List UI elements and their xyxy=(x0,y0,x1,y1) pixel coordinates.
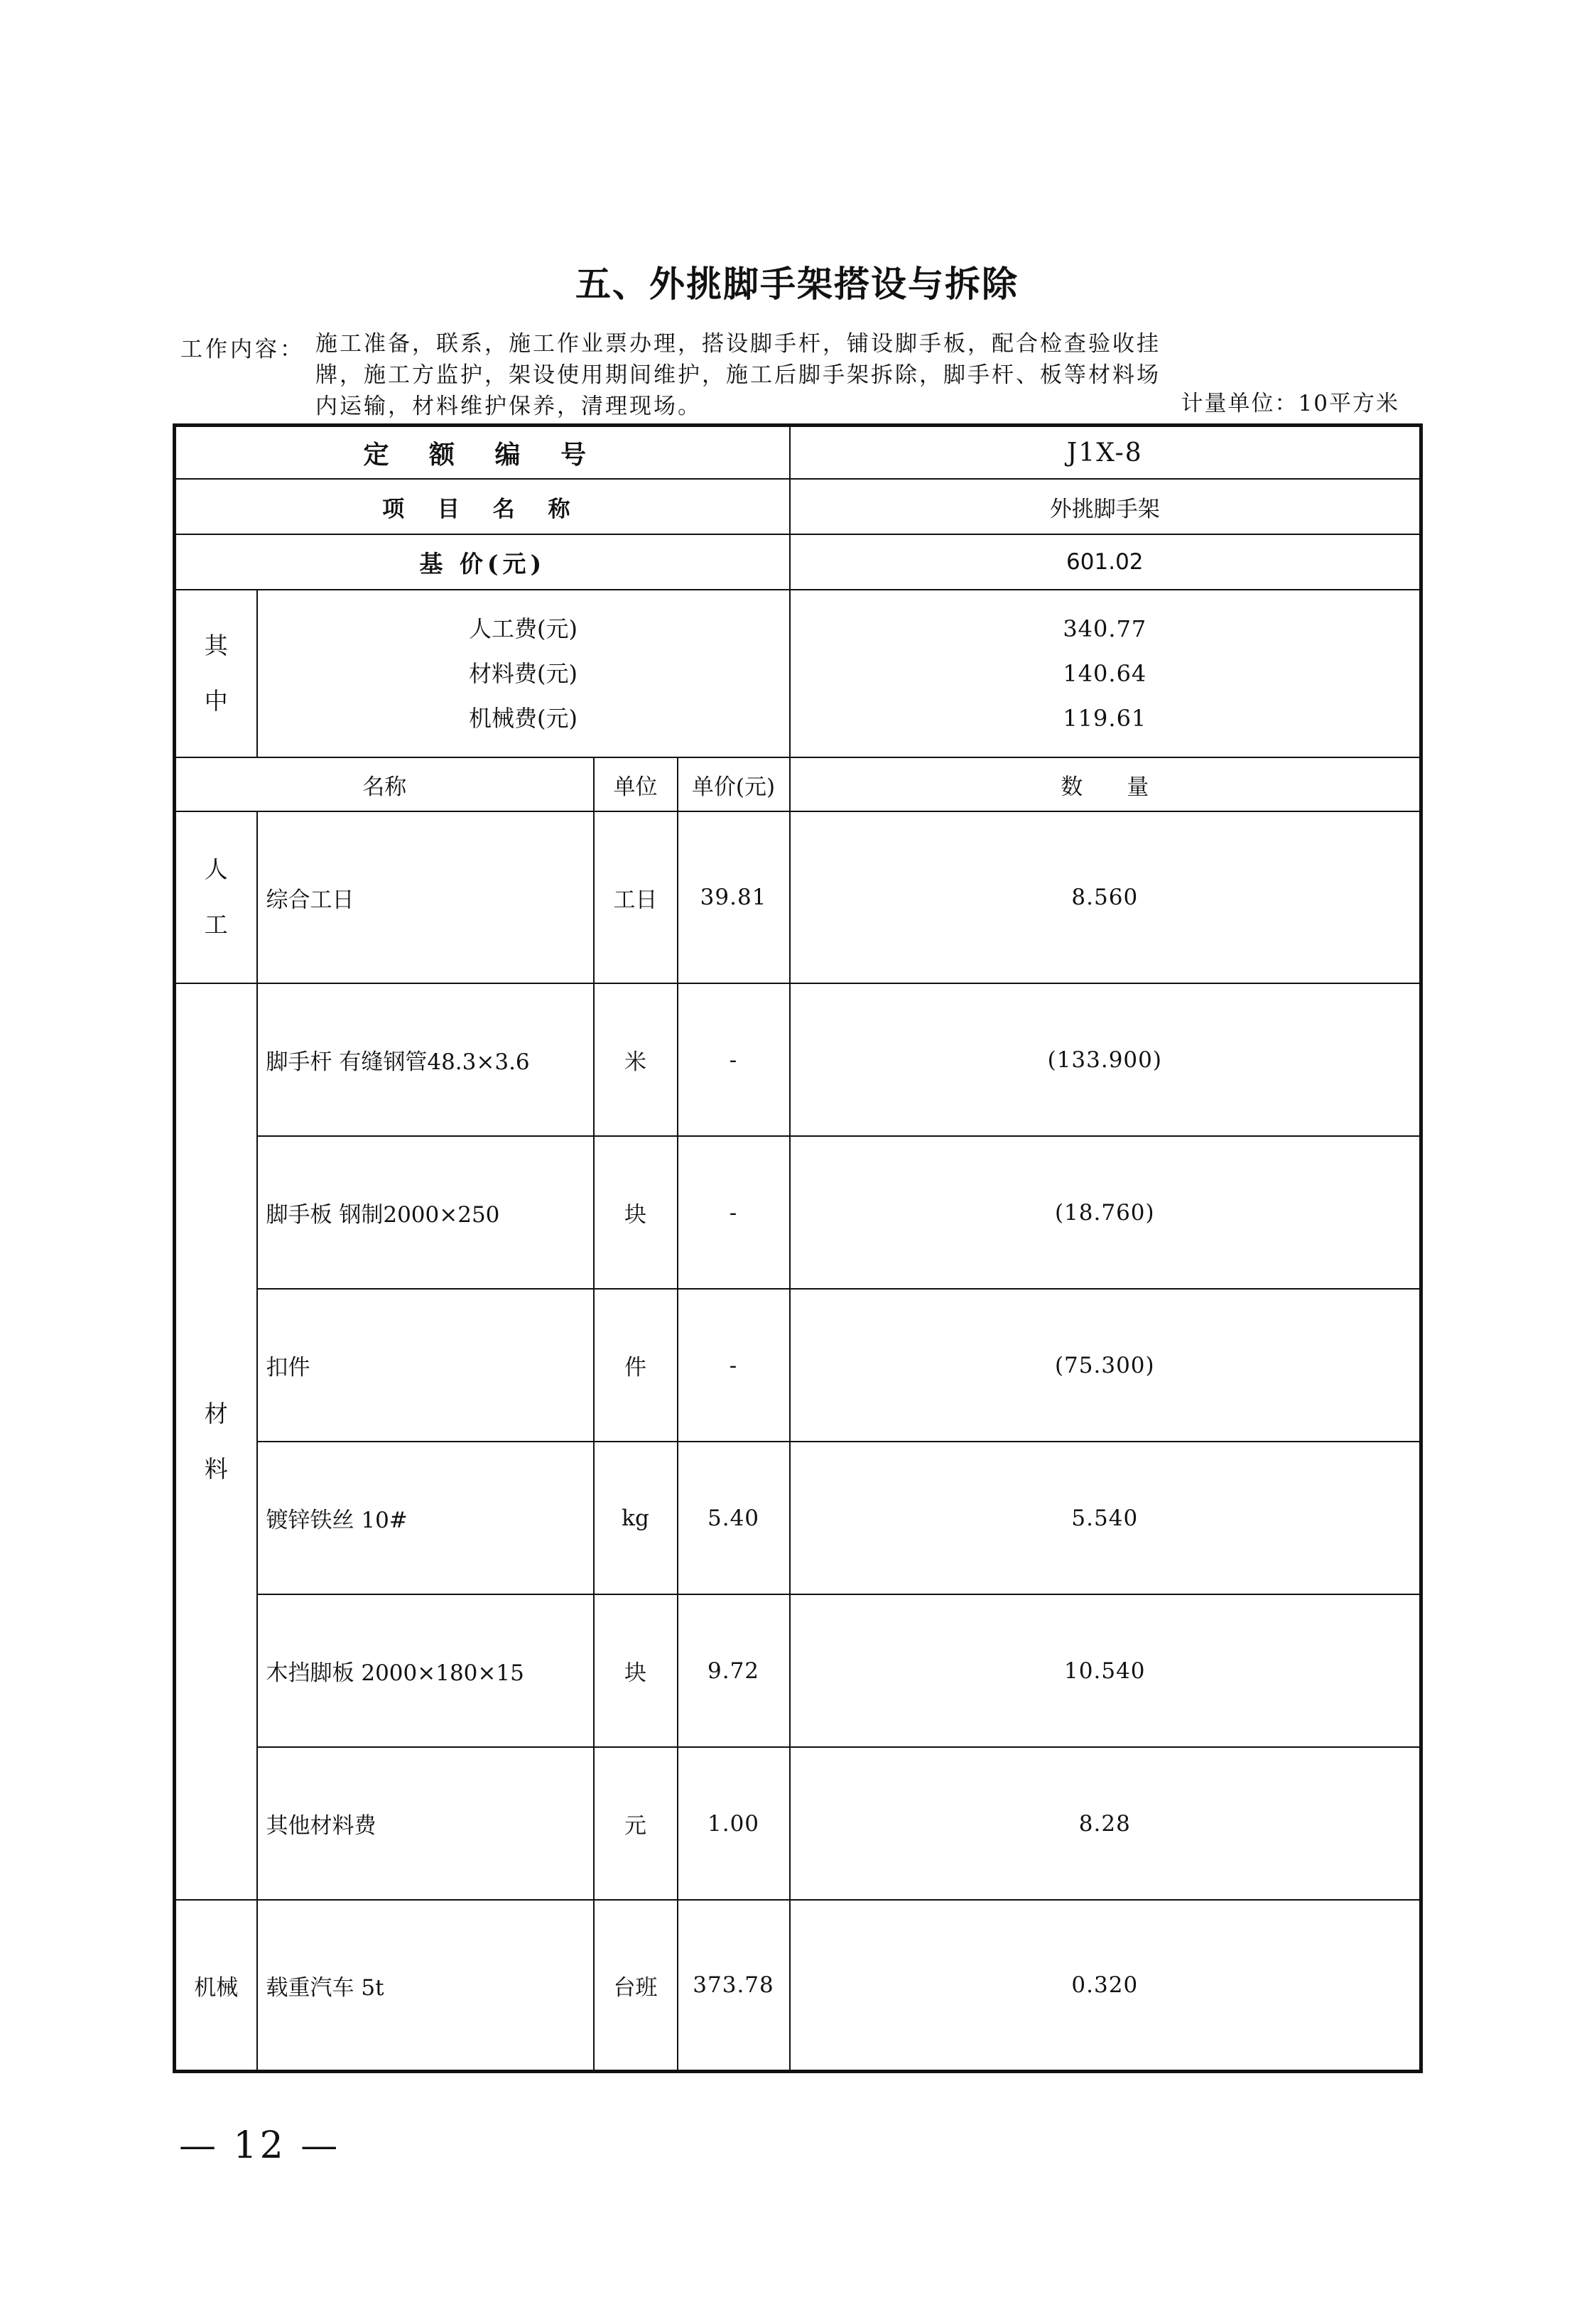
labor-cost-label: 人工费(元) xyxy=(469,615,578,642)
work-content-line: 施工准备，联系，施工作业票办理，搭设脚手杆，铺设脚手板，配合检查验收挂 xyxy=(315,331,1161,357)
row-name: 扣件 xyxy=(257,1289,594,1442)
col-header-unit-price: 单价(元) xyxy=(678,757,790,811)
row-name: 脚手板 钢制2000×250 xyxy=(257,1136,594,1289)
item-name-row xyxy=(175,479,1421,534)
row-name: 木挡脚板 2000×180×15 xyxy=(257,1594,594,1747)
row-price: 5.40 xyxy=(678,1442,790,1594)
work-content-text xyxy=(315,328,1168,422)
row-price: 9.72 xyxy=(678,1594,790,1747)
cost-breakdown-row xyxy=(175,590,1421,757)
among-label: 其中 xyxy=(204,632,228,715)
work-content-label: 工作内容： xyxy=(180,337,305,362)
page-title: 五、外挑脚手架搭设与拆除 xyxy=(575,264,1019,305)
row-name: 综合工日 xyxy=(257,811,594,983)
table-row xyxy=(175,1442,1421,1594)
row-quantity: (18.760) xyxy=(790,1136,1421,1289)
base-price-value: 601.02 xyxy=(790,534,1421,590)
row-quantity: 10.540 xyxy=(790,1594,1421,1747)
table-row xyxy=(175,1594,1421,1747)
table-row xyxy=(175,1136,1421,1289)
row-unit: 元 xyxy=(594,1747,678,1900)
labor-group-cell xyxy=(175,811,257,983)
col-header-unit: 单位 xyxy=(594,757,678,811)
column-header-row xyxy=(175,757,1421,811)
row-quantity: 5.540 xyxy=(790,1442,1421,1594)
material-cost-label: 材料费(元) xyxy=(469,659,578,687)
row-price: 1.00 xyxy=(678,1747,790,1900)
item-name-value: 外挑脚手架 xyxy=(790,479,1421,534)
measurement-unit-note: 计量单位：10平方米 xyxy=(1181,391,1399,416)
row-price: - xyxy=(678,1289,790,1442)
row-quantity: 0.320 xyxy=(790,1900,1421,2072)
work-content-line: 牌，施工方监护，架设使用期间维护，施工后脚手架拆除，脚手杆、板等材料场 xyxy=(315,362,1161,388)
row-name: 脚手杆 有缝钢管48.3×3.6 xyxy=(257,983,594,1136)
cost-values-cell xyxy=(790,590,1421,757)
base-price-label: 基 价(元) xyxy=(175,534,790,590)
machinery-cost-value: 119.61 xyxy=(1063,704,1147,732)
row-unit: 块 xyxy=(594,1594,678,1747)
quota-code-row xyxy=(175,426,1421,480)
row-unit: 米 xyxy=(594,983,678,1136)
quota-table xyxy=(173,423,1423,2073)
labor-cost-value: 340.77 xyxy=(1063,615,1147,642)
material-group-label: 材料 xyxy=(204,1400,228,1483)
table-row xyxy=(175,1900,1421,2072)
row-price: 39.81 xyxy=(678,811,790,983)
table-row xyxy=(175,811,1421,983)
row-name: 载重汽车 5t xyxy=(257,1900,594,2072)
row-unit: kg xyxy=(594,1442,678,1594)
row-quantity: (75.300) xyxy=(790,1289,1421,1442)
machinery-group-cell: 机械 xyxy=(175,1900,257,2072)
material-cost-value: 140.64 xyxy=(1063,659,1147,687)
row-quantity: 8.28 xyxy=(790,1747,1421,1900)
row-name: 其他材料费 xyxy=(257,1747,594,1900)
cost-labels-cell xyxy=(257,590,790,757)
item-name-label: 项 目 名 称 xyxy=(175,479,790,534)
row-unit: 工日 xyxy=(594,811,678,983)
work-content-line: 内运输，材料维护保养，清理现场。 xyxy=(315,394,702,419)
page-number: — 12 — xyxy=(179,2124,341,2167)
machinery-cost-label: 机械费(元) xyxy=(469,704,578,732)
labor-group-label: 人工 xyxy=(204,855,228,939)
row-quantity: 8.560 xyxy=(790,811,1421,983)
table-row xyxy=(175,1747,1421,1900)
row-unit: 台班 xyxy=(594,1900,678,2072)
row-unit: 块 xyxy=(594,1136,678,1289)
table-row xyxy=(175,1289,1421,1442)
table-row xyxy=(175,983,1421,1136)
row-price: - xyxy=(678,983,790,1136)
col-header-name: 名称 xyxy=(175,757,594,811)
quota-code-value: J1X-8 xyxy=(790,426,1421,480)
base-price-row xyxy=(175,534,1421,590)
among-label-cell xyxy=(175,590,257,757)
quota-code-label: 定 额 编 号 xyxy=(175,426,790,480)
material-group-cell xyxy=(175,983,257,1900)
row-unit: 件 xyxy=(594,1289,678,1442)
row-price: - xyxy=(678,1136,790,1289)
row-quantity: (133.900) xyxy=(790,983,1421,1136)
row-name: 镀锌铁丝 10# xyxy=(257,1442,594,1594)
col-header-quantity: 数 量 xyxy=(790,757,1421,811)
row-price: 373.78 xyxy=(678,1900,790,2072)
